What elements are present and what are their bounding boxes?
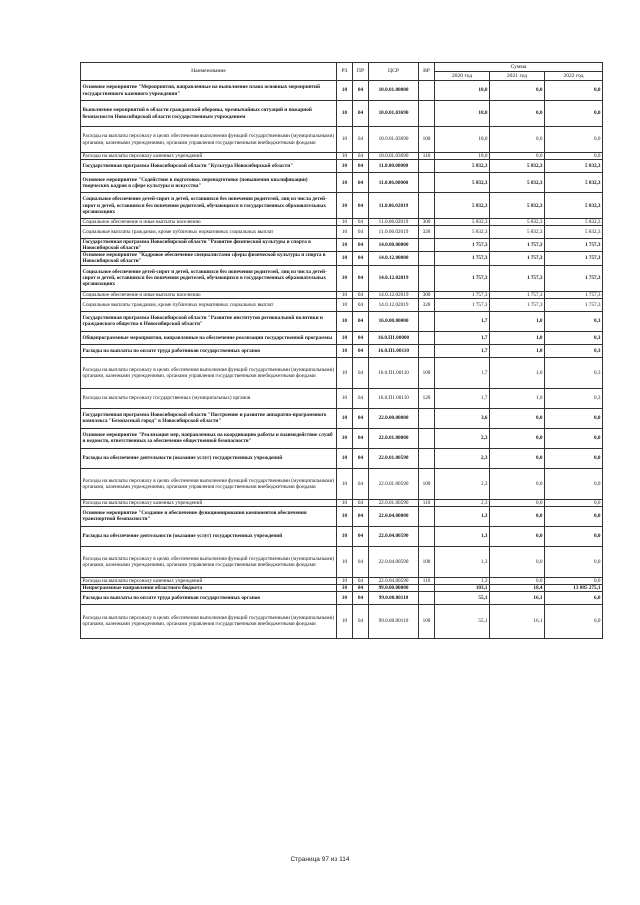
row-pr: 04 xyxy=(353,591,369,604)
row-name: Социальные выплаты гражданам, кроме публичных нормативных социальных выплат xyxy=(81,226,337,239)
row-csr: 16.0.00.00000 xyxy=(369,311,419,331)
row-csr: 11.0.06.02019 xyxy=(369,226,419,239)
row-amount-2021: 1,0 xyxy=(490,357,545,388)
row-csr: 22.0.00.00000 xyxy=(369,408,419,428)
row-csr: 10.0.01.03690 xyxy=(369,127,419,153)
row-amount-2022: 1 757,3 xyxy=(545,239,603,252)
row-name: Расходы на выплаты по оплате труда работников государственных органов xyxy=(81,344,337,357)
row-pr: 04 xyxy=(353,408,369,428)
row-pr: 04 xyxy=(353,173,369,193)
row-vr: 320 xyxy=(419,298,435,311)
header-year-2020: 2020 год xyxy=(435,72,490,81)
row-csr: 99.0.00.00110 xyxy=(369,604,419,638)
table-row xyxy=(81,153,603,160)
row-amount-2020: 18,0 xyxy=(435,81,490,101)
row-pr: 04 xyxy=(353,584,369,591)
table-row xyxy=(81,173,603,193)
row-amount-2022: 0,0 xyxy=(545,546,603,577)
row-csr: 10.0.01.03690 xyxy=(369,153,419,160)
table-row xyxy=(81,584,603,591)
row-vr xyxy=(419,584,435,591)
row-amount-2022: 0,0 xyxy=(545,127,603,153)
row-pr: 04 xyxy=(353,604,369,638)
row-amount-2020: 2,3 xyxy=(435,428,490,448)
row-name: Расходы на обеспечение деятельности (оказание услуг) государственных учреждений xyxy=(81,448,337,468)
row-amount-2020: 3,6 xyxy=(435,408,490,428)
row-amount-2020: 1 757,3 xyxy=(435,298,490,311)
row-amount-2022: 6,0 xyxy=(545,591,603,604)
row-rz: 10 xyxy=(337,344,353,357)
row-amount-2020: 5 832,3 xyxy=(435,193,490,219)
table-row xyxy=(81,344,603,357)
row-rz: 10 xyxy=(337,239,353,252)
row-rz: 10 xyxy=(337,311,353,331)
header-sum: Сумма xyxy=(435,63,603,72)
row-rz: 10 xyxy=(337,584,353,591)
row-amount-2020: 1 757,3 xyxy=(435,252,490,265)
row-amount-2021: 0,0 xyxy=(490,526,545,546)
row-amount-2022: 0,0 xyxy=(545,428,603,448)
row-vr xyxy=(419,526,435,546)
row-amount-2020: 1,7 xyxy=(435,331,490,344)
row-name: Расходы на выплаты персоналу в целях обеспечения выполнения функций государственными (муниципальными) органами, казенными учреждениями, органами управления государственными внебюджетными фондами xyxy=(81,546,337,577)
row-amount-2022: 5 832,3 xyxy=(545,226,603,239)
row-vr: 100 xyxy=(419,604,435,638)
row-amount-2021: 0,0 xyxy=(490,499,545,506)
row-name: Государственная программа Новосибирской области "Развитие физической культуры и спорта в Новосибирской области" xyxy=(81,239,337,252)
row-rz: 10 xyxy=(337,291,353,298)
table-row xyxy=(81,127,603,153)
row-vr xyxy=(419,344,435,357)
row-rz: 10 xyxy=(337,160,353,173)
row-pr: 04 xyxy=(353,81,369,101)
row-vr xyxy=(419,448,435,468)
row-amount-2021: 1,0 xyxy=(490,331,545,344)
row-rz: 10 xyxy=(337,153,353,160)
row-csr: 16.0.П1.00110 xyxy=(369,357,419,388)
row-amount-2020: 18,0 xyxy=(435,153,490,160)
row-amount-2020: 1,7 xyxy=(435,388,490,408)
row-amount-2021: 0,0 xyxy=(490,577,545,584)
row-amount-2021: 1,0 xyxy=(490,388,545,408)
row-amount-2021: 1 757,3 xyxy=(490,298,545,311)
row-pr: 04 xyxy=(353,252,369,265)
table-row xyxy=(81,357,603,388)
header-name: Наименование xyxy=(81,63,337,81)
row-vr: 100 xyxy=(419,546,435,577)
row-amount-2021: 1 757,3 xyxy=(490,291,545,298)
row-vr xyxy=(419,239,435,252)
row-amount-2020: 1 757,3 xyxy=(435,239,490,252)
row-amount-2021: 0,0 xyxy=(490,153,545,160)
row-rz: 10 xyxy=(337,499,353,506)
row-name: Расходы на выплаты персоналу казенных учреждений xyxy=(81,499,337,506)
row-vr: 110 xyxy=(419,153,435,160)
row-pr: 04 xyxy=(353,160,369,173)
row-amount-2021: 0,0 xyxy=(490,101,545,127)
row-amount-2021: 1,0 xyxy=(490,344,545,357)
row-name: Социальное обеспечение и иные выплаты населению xyxy=(81,219,337,226)
row-amount-2022: 0,0 xyxy=(545,499,603,506)
row-amount-2022: 0,0 xyxy=(545,577,603,584)
row-csr: 11.0.06.00000 xyxy=(369,173,419,193)
row-csr: 14.0.12.02019 xyxy=(369,291,419,298)
row-rz: 10 xyxy=(337,226,353,239)
row-amount-2021: 5 832,3 xyxy=(490,160,545,173)
row-amount-2021: 0,0 xyxy=(490,428,545,448)
row-amount-2022: 5 832,3 xyxy=(545,160,603,173)
row-amount-2021: 0,0 xyxy=(490,506,545,526)
table-row xyxy=(81,428,603,448)
row-amount-2020: 1,7 xyxy=(435,311,490,331)
table-row xyxy=(81,219,603,226)
row-vr: 320 xyxy=(419,226,435,239)
table-row xyxy=(81,448,603,468)
table-row xyxy=(81,604,603,638)
row-rz: 10 xyxy=(337,101,353,127)
row-pr: 04 xyxy=(353,265,369,291)
row-amount-2022: 0,0 xyxy=(545,153,603,160)
row-name: Расходы на выплаты персоналу казенных учреждений xyxy=(81,577,337,584)
row-amount-2022: 1 757,3 xyxy=(545,265,603,291)
row-csr: 99.0.00.00000 xyxy=(369,584,419,591)
row-vr: 300 xyxy=(419,219,435,226)
row-amount-2022: 13 885 275,1 xyxy=(545,584,603,591)
row-amount-2020: 5 832,3 xyxy=(435,160,490,173)
row-rz: 10 xyxy=(337,298,353,311)
row-pr: 04 xyxy=(353,153,369,160)
row-name: Основное мероприятие "Кадровое обеспечение специалистами сферы физической культуры и спорта в Новосибирской области" xyxy=(81,252,337,265)
table-row xyxy=(81,591,603,604)
header-year-2022: 2022 год xyxy=(545,72,603,81)
row-rz: 10 xyxy=(337,604,353,638)
row-amount-2020: 5 832,3 xyxy=(435,226,490,239)
row-pr: 04 xyxy=(353,239,369,252)
row-amount-2020: 1,3 xyxy=(435,506,490,526)
table-row xyxy=(81,291,603,298)
row-vr: 120 xyxy=(419,388,435,408)
row-amount-2020: 55,1 xyxy=(435,591,490,604)
row-csr: 10.0.01.03690 xyxy=(369,101,419,127)
row-amount-2022: 0,0 xyxy=(545,81,603,101)
row-amount-2021: 1 757,3 xyxy=(490,239,545,252)
row-vr: 300 xyxy=(419,291,435,298)
row-pr: 04 xyxy=(353,311,369,331)
row-amount-2020: 1,3 xyxy=(435,577,490,584)
row-pr: 04 xyxy=(353,101,369,127)
page-number: Страница 97 из 114 xyxy=(290,856,350,863)
row-rz: 10 xyxy=(337,127,353,153)
row-rz: 10 xyxy=(337,331,353,344)
row-pr: 04 xyxy=(353,526,369,546)
row-csr: 11.0.06.02019 xyxy=(369,219,419,226)
row-name: Государственная программа Новосибирской области "Построение и развитие аппаратно-программного комплекса "Безопасный город" в Новосибирской области" xyxy=(81,408,337,428)
row-rz: 10 xyxy=(337,193,353,219)
table-row xyxy=(81,226,603,239)
row-vr xyxy=(419,408,435,428)
row-amount-2022: 1 757,3 xyxy=(545,252,603,265)
row-csr: 10.0.01.00000 xyxy=(369,81,419,101)
row-name: Расходы на выплаты персоналу в целях обеспечения выполнения функций государственными (муниципальными) органами, казенными учреждениями, органами управления государственными внебюджетными фондами xyxy=(81,127,337,153)
row-amount-2021: 0,0 xyxy=(490,408,545,428)
row-amount-2022: 0,0 xyxy=(545,506,603,526)
row-rz: 10 xyxy=(337,408,353,428)
row-name: Социальное обеспечение детей-сирот и детей, оставшихся без попечения родителей, лиц из числа детей-сирот и детей, оставшихся без попечения родителей, обучающихся в государственных образовательных организациях xyxy=(81,265,337,291)
row-name: Выполнение мероприятий в области гражданской обороны, чрезвычайных ситуаций и пожарной безопасности Новосибирской области государственным учреждением xyxy=(81,101,337,127)
table-row xyxy=(81,506,603,526)
row-name: Социальные выплаты гражданам, кроме публичных нормативных социальных выплат xyxy=(81,298,337,311)
row-pr: 04 xyxy=(353,448,369,468)
row-rz: 10 xyxy=(337,357,353,388)
row-name: Расходы на выплаты персоналу государственных (муниципальных) органов xyxy=(81,388,337,408)
row-pr: 04 xyxy=(353,468,369,499)
table-row xyxy=(81,526,603,546)
table-row xyxy=(81,298,603,311)
row-vr xyxy=(419,428,435,448)
row-amount-2020: 1 757,3 xyxy=(435,265,490,291)
row-vr xyxy=(419,591,435,604)
row-csr: 99.0.00.00110 xyxy=(369,591,419,604)
row-amount-2020: 103,1 xyxy=(435,584,490,591)
row-rz: 10 xyxy=(337,81,353,101)
row-rz: 10 xyxy=(337,591,353,604)
row-vr xyxy=(419,81,435,101)
table-row xyxy=(81,252,603,265)
row-rz: 10 xyxy=(337,252,353,265)
row-rz: 10 xyxy=(337,219,353,226)
row-amount-2022: 0,0 xyxy=(545,526,603,546)
table-header xyxy=(81,63,603,81)
row-amount-2021: 5 832,3 xyxy=(490,193,545,219)
row-amount-2021: 16,1 xyxy=(490,604,545,638)
row-csr: 22.0.04.00590 xyxy=(369,546,419,577)
row-vr xyxy=(419,311,435,331)
row-name: Основное мероприятие "Реализация мер, направленных на координацию работы и взаимодействие служб и ведомств, ответственных за обеспечение общественной безопасности" xyxy=(81,428,337,448)
table-row xyxy=(81,160,603,173)
row-csr: 22.0.04.00590 xyxy=(369,577,419,584)
row-pr: 04 xyxy=(353,428,369,448)
row-csr: 22.0.01.00590 xyxy=(369,468,419,499)
row-csr: 14.0.12.02019 xyxy=(369,298,419,311)
row-pr: 04 xyxy=(353,298,369,311)
table-row xyxy=(81,239,603,252)
row-csr: 22.0.04.00590 xyxy=(369,526,419,546)
table-row xyxy=(81,499,603,506)
row-vr xyxy=(419,506,435,526)
row-name: Основное мероприятие "Создание и обеспечение функционирования компонентов обеспечения транспортной безопасности" xyxy=(81,506,337,526)
table-row xyxy=(81,577,603,584)
row-name: Основное мероприятие "Мероприятия, направленные на выполнение плана основных мероприятий государственного казенного учреждения" xyxy=(81,81,337,101)
header-vr: ВР xyxy=(419,63,435,81)
row-amount-2020: 5 832,3 xyxy=(435,173,490,193)
header-year-2021: 2021 год xyxy=(490,72,545,81)
row-rz: 10 xyxy=(337,173,353,193)
row-amount-2022: 0,0 xyxy=(545,408,603,428)
row-csr: 14.0.00.00000 xyxy=(369,239,419,252)
row-csr: 14.0.12.00000 xyxy=(369,252,419,265)
row-amount-2020: 2,3 xyxy=(435,468,490,499)
row-amount-2020: 5 832,3 xyxy=(435,219,490,226)
row-name: Расходы на обеспечение деятельности (оказание услуг) государственных учреждений xyxy=(81,526,337,546)
row-amount-2022: 1 757,3 xyxy=(545,291,603,298)
row-name: Общепрограммные мероприятия, направленные на обеспечение реализации государственной программы xyxy=(81,331,337,344)
row-pr: 04 xyxy=(353,546,369,577)
row-amount-2022: 5 832,3 xyxy=(545,173,603,193)
row-amount-2022: 0,3 xyxy=(545,311,603,331)
row-name: Расходы на выплаты персоналу казенных учреждений xyxy=(81,153,337,160)
row-name: Расходы на выплаты персоналу в целях обеспечения выполнения функций государственными (муниципальными) органами, казенными учреждениями, органами управления государственными внебюджетными фондами xyxy=(81,468,337,499)
header-rz: РЗ xyxy=(337,63,353,81)
row-amount-2020: 18,0 xyxy=(435,127,490,153)
row-amount-2022: 5 832,3 xyxy=(545,193,603,219)
row-name: Основное мероприятие "Содействие в подготовке, переподготовке (повышении квалификации) творческих кадров в сфере культуры и искусства" xyxy=(81,173,337,193)
row-pr: 04 xyxy=(353,226,369,239)
row-csr: 22.0.04.00000 xyxy=(369,506,419,526)
row-pr: 04 xyxy=(353,127,369,153)
row-amount-2020: 1,3 xyxy=(435,546,490,577)
row-amount-2021: 0,0 xyxy=(490,448,545,468)
row-name: Государственная программа Новосибирской области "Культура Новосибирской области" xyxy=(81,160,337,173)
row-vr: 100 xyxy=(419,468,435,499)
row-pr: 04 xyxy=(353,344,369,357)
row-name: Социальное обеспечение детей-сирот и детей, оставшихся без попечения родителей, лиц из числа детей-сирот и детей, оставшихся без попечения родителей, обучающихся в государственных образовательных организациях xyxy=(81,193,337,219)
row-amount-2021: 0,0 xyxy=(490,546,545,577)
row-name: Расходы на выплаты персоналу в целях обеспечения выполнения функций государственными (муниципальными) органами, казенными учреждениями, органами управления государственными внебюджетными фондами xyxy=(81,357,337,388)
row-pr: 04 xyxy=(353,388,369,408)
row-csr: 16.0.П1.00110 xyxy=(369,344,419,357)
table-row xyxy=(81,388,603,408)
row-amount-2021: 5 832,3 xyxy=(490,219,545,226)
row-csr: 16.0.П1.00000 xyxy=(369,331,419,344)
row-rz: 10 xyxy=(337,526,353,546)
row-amount-2021: 1 757,3 xyxy=(490,265,545,291)
row-amount-2021: 1 757,3 xyxy=(490,252,545,265)
header-csr: ЦСР xyxy=(369,63,419,81)
row-amount-2022: 0,3 xyxy=(545,331,603,344)
row-amount-2021: 18,4 xyxy=(490,584,545,591)
row-rz: 10 xyxy=(337,577,353,584)
row-amount-2020: 1 757,3 xyxy=(435,291,490,298)
row-amount-2021: 5 832,3 xyxy=(490,173,545,193)
row-amount-2022: 0,0 xyxy=(545,101,603,127)
row-amount-2021: 1,0 xyxy=(490,311,545,331)
row-amount-2021: 5 832,3 xyxy=(490,226,545,239)
row-amount-2022: 5 832,3 xyxy=(545,219,603,226)
row-vr xyxy=(419,193,435,219)
row-vr: 110 xyxy=(419,577,435,584)
row-amount-2021: 0,0 xyxy=(490,127,545,153)
row-name: Расходы на выплаты по оплате труда работников государственных органов xyxy=(81,591,337,604)
row-name: Социальное обеспечение и иные выплаты населению xyxy=(81,291,337,298)
row-amount-2020: 2,3 xyxy=(435,499,490,506)
row-amount-2020: 18,0 xyxy=(435,101,490,127)
table-row xyxy=(81,193,603,219)
row-pr: 04 xyxy=(353,291,369,298)
row-rz: 10 xyxy=(337,468,353,499)
row-vr: 100 xyxy=(419,357,435,388)
table-row xyxy=(81,408,603,428)
row-pr: 04 xyxy=(353,193,369,219)
row-amount-2021: 16,1 xyxy=(490,591,545,604)
budget-table xyxy=(80,62,603,639)
row-amount-2020: 1,3 xyxy=(435,526,490,546)
row-pr: 04 xyxy=(353,506,369,526)
row-amount-2020: 1,7 xyxy=(435,357,490,388)
row-rz: 10 xyxy=(337,546,353,577)
table-row xyxy=(81,81,603,101)
row-amount-2022: 0,3 xyxy=(545,388,603,408)
row-pr: 04 xyxy=(353,499,369,506)
row-amount-2021: 0,0 xyxy=(490,468,545,499)
row-csr: 22.0.01.00590 xyxy=(369,448,419,468)
row-csr: 11.0.06.02019 xyxy=(369,193,419,219)
row-amount-2022: 0,3 xyxy=(545,357,603,388)
row-csr: 11.0.00.00000 xyxy=(369,160,419,173)
table-row xyxy=(81,546,603,577)
table-row xyxy=(81,331,603,344)
row-name: Расходы на выплаты персоналу в целях обеспечения выполнения функций государственными (муниципальными) органами, казенными учреждениями, органами управления государственными внебюджетными фондами xyxy=(81,604,337,638)
row-amount-2022: 6,0 xyxy=(545,604,603,638)
row-rz: 10 xyxy=(337,448,353,468)
row-csr: 14.0.12.02019 xyxy=(369,265,419,291)
row-vr: 110 xyxy=(419,499,435,506)
row-rz: 10 xyxy=(337,506,353,526)
row-rz: 10 xyxy=(337,428,353,448)
row-amount-2022: 0,0 xyxy=(545,448,603,468)
row-name: Непрограммные направления областного бюджета xyxy=(81,584,337,591)
row-vr xyxy=(419,101,435,127)
row-pr: 04 xyxy=(353,577,369,584)
row-amount-2022: 0,0 xyxy=(545,468,603,499)
row-vr xyxy=(419,331,435,344)
row-pr: 04 xyxy=(353,331,369,344)
row-amount-2022: 0,3 xyxy=(545,344,603,357)
table-row xyxy=(81,101,603,127)
row-vr xyxy=(419,173,435,193)
header-pr: ПР xyxy=(353,63,369,81)
table-row xyxy=(81,311,603,331)
row-name: Государственная программа Новосибирской области "Развитие институтов региональной политики и гражданского общества в Новосибирской области" xyxy=(81,311,337,331)
row-vr xyxy=(419,252,435,265)
row-amount-2020: 2,3 xyxy=(435,448,490,468)
row-csr: 16.0.П1.00110 xyxy=(369,388,419,408)
row-csr: 22.0.01.00000 xyxy=(369,428,419,448)
row-rz: 10 xyxy=(337,388,353,408)
row-amount-2020: 1,7 xyxy=(435,344,490,357)
row-pr: 04 xyxy=(353,357,369,388)
table-row xyxy=(81,265,603,291)
table-body xyxy=(81,81,603,639)
row-csr: 22.0.01.00590 xyxy=(369,499,419,506)
row-rz: 10 xyxy=(337,265,353,291)
row-vr xyxy=(419,265,435,291)
row-vr xyxy=(419,160,435,173)
table-row xyxy=(81,468,603,499)
row-amount-2021: 0,0 xyxy=(490,81,545,101)
row-vr: 100 xyxy=(419,127,435,153)
row-amount-2020: 55,1 xyxy=(435,604,490,638)
row-pr: 04 xyxy=(353,219,369,226)
row-amount-2022: 1 757,3 xyxy=(545,298,603,311)
